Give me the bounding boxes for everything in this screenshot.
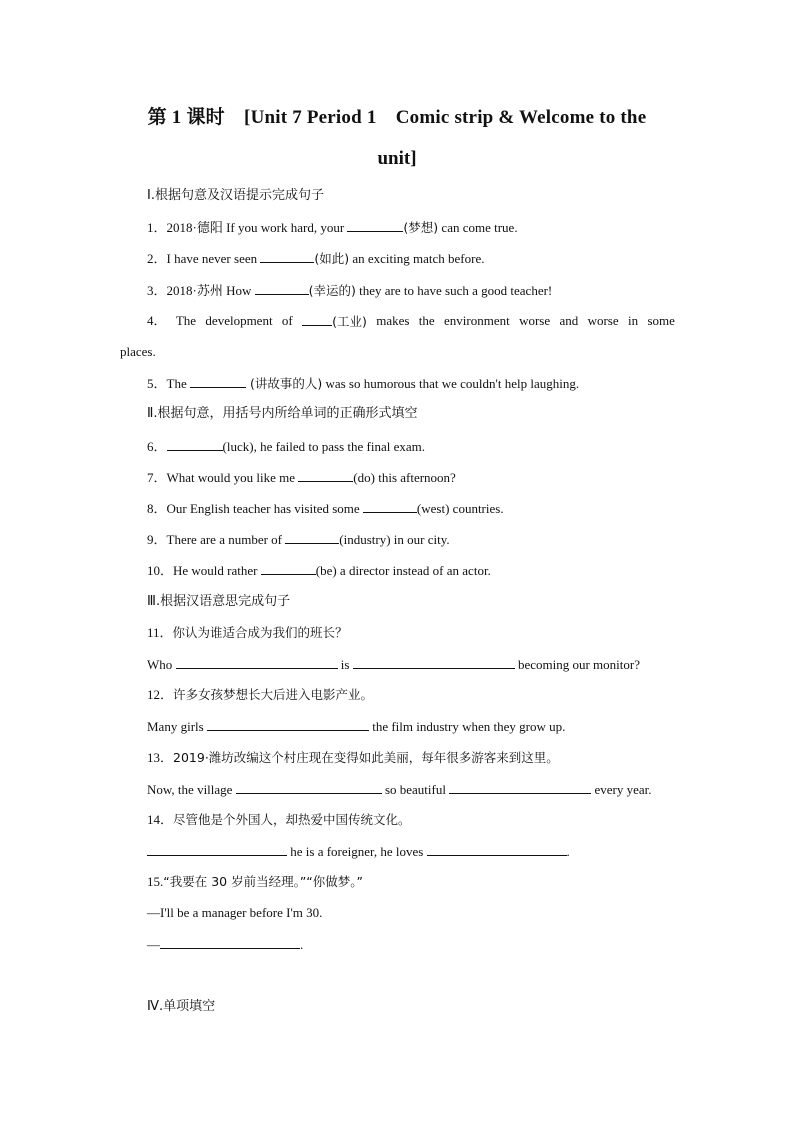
question-word: The [175, 313, 197, 328]
question-text: the film industry when they grow up. [368, 719, 566, 734]
answer-blank[interactable] [298, 468, 353, 482]
question-word: in [627, 313, 639, 328]
page-title-continued: unit] [377, 148, 417, 169]
question-number: 3． [147, 283, 167, 298]
question-number: 6． [147, 439, 167, 454]
question-14-answer [147, 842, 570, 861]
answer-blank[interactable] [167, 437, 223, 451]
question-word: makes [376, 313, 410, 328]
answer-blank[interactable] [285, 530, 339, 544]
question-text: becoming our monitor? [514, 657, 640, 672]
dash: — [147, 937, 160, 952]
question-13-answer [147, 780, 652, 799]
hint-text: (industry) [339, 532, 391, 547]
question-number: 9． [147, 532, 167, 547]
question-text: can come true. [438, 220, 518, 235]
question-number: 1． [147, 220, 167, 235]
answer-blank[interactable] [261, 561, 316, 575]
question-text: in our city. [390, 532, 450, 547]
answer-blank[interactable] [160, 935, 300, 949]
question-15-prompt [147, 873, 363, 891]
section-3-heading: Ⅲ.根据汉语意思完成句子 [147, 594, 291, 609]
question-word: worse [587, 313, 619, 328]
hint-text: (luck) [222, 439, 254, 454]
question-6 [147, 437, 425, 456]
answer-blank[interactable] [147, 842, 287, 856]
question-8 [147, 499, 504, 518]
question-text: a director instead of an actor. [336, 563, 491, 578]
question-word: and [559, 313, 579, 328]
question-11-prompt [147, 624, 348, 642]
question-number: 15. [147, 874, 164, 889]
question-number: 5． [147, 376, 167, 391]
question-number: 12． [147, 687, 174, 702]
question-11-answer [147, 655, 640, 674]
question-text: he is a foreigner, he loves [287, 844, 427, 859]
question-text: is [337, 657, 353, 672]
chinese-prompt: 许多女孩梦想长大后进入电影产业。 [173, 687, 374, 702]
question-15-answer [147, 935, 303, 954]
answer-blank[interactable] [176, 655, 338, 669]
answer-blank[interactable] [260, 249, 314, 263]
question-number: 10． [147, 563, 174, 578]
chinese-prompt: “我要在 30 岁前当经理。”“你做梦。” [163, 874, 364, 889]
question-text: Many girls [147, 719, 207, 734]
question-text: they are to have such a good teacher! [355, 283, 553, 298]
question-text: an exciting match before. [349, 251, 485, 266]
question-text: was so humorous that we couldn't help laughing. [322, 376, 580, 391]
question-text: 2018·苏州 How [166, 283, 255, 298]
question-text: every year. [591, 782, 652, 797]
question-word: the [418, 313, 435, 328]
question-text: I have never seen [166, 251, 261, 266]
answer-blank[interactable] [363, 499, 417, 513]
question-text: He would rather [173, 563, 261, 578]
question-4 [147, 312, 675, 331]
question-1 [147, 218, 518, 237]
section-4-heading: Ⅳ.单项填空 [147, 999, 216, 1014]
question-word: some [647, 313, 675, 328]
question-text: Who [147, 657, 176, 672]
question-12-prompt [147, 686, 373, 704]
question-12-answer [147, 717, 565, 736]
question-number: 11． [147, 625, 173, 640]
question-text: , he failed to pass the final exam. [253, 439, 426, 454]
question-word: of [281, 313, 293, 328]
hint-text: (梦想) [403, 220, 439, 235]
hint-text: (讲故事的人) [245, 376, 323, 391]
question-number: 4． [147, 313, 167, 328]
answer-blank[interactable] [353, 655, 515, 669]
question-text: 2018·德阳 If you work hard, your [166, 220, 348, 235]
chinese-prompt: 2019·潍坊改编这个村庄现在变得如此美丽，每年很多游客来到这里。 [173, 750, 559, 765]
question-13-prompt [147, 749, 559, 767]
page-title: 第 1 课时 [Unit 7 Period 1 Comic strip & Welcome to the [147, 107, 647, 128]
answer-blank[interactable] [255, 281, 309, 295]
question-number: 14． [147, 812, 174, 827]
hint-text: (幸运的) [308, 283, 356, 298]
hint-text: (do) [353, 470, 375, 485]
question-word: environment [444, 313, 510, 328]
question-text: . [300, 937, 304, 952]
question-text: The [166, 376, 190, 391]
question-9 [147, 530, 450, 549]
question-14-prompt [147, 811, 411, 829]
answer-blank[interactable] [347, 218, 403, 232]
question-word: development [205, 313, 273, 328]
hint-text: (如此) [314, 251, 350, 266]
answer-blank[interactable] [302, 312, 332, 326]
hint-text: (west) [416, 501, 450, 516]
question-text: . [566, 844, 570, 859]
chinese-prompt: 尽管他是个外国人，却热爱中国传统文化。 [173, 812, 411, 827]
question-text: this afternoon? [374, 470, 456, 485]
section-2-heading: Ⅱ.根据句意，用括号内所给单词的正确形式填空 [147, 406, 418, 421]
answer-blank[interactable] [236, 780, 382, 794]
hint-text: (be) [315, 563, 337, 578]
question-number: 8． [147, 501, 167, 516]
question-word: worse [519, 313, 551, 328]
question-text: Our English teacher has visited some [166, 501, 363, 516]
hint-text: (工业) [332, 314, 367, 329]
question-text: countries. [449, 501, 504, 516]
question-5 [147, 374, 579, 393]
question-15-line1: —I'll be a manager before I'm 30. [147, 905, 323, 920]
question-text: There are a number of [166, 532, 286, 547]
question-2 [147, 249, 484, 268]
answer-blank[interactable] [427, 842, 567, 856]
question-7 [147, 468, 456, 487]
question-10 [147, 561, 491, 580]
question-number: 7． [147, 470, 167, 485]
question-4-continued: places. [120, 344, 156, 359]
question-number: 2． [147, 251, 167, 266]
chinese-prompt: 你认为谁适合成为我们的班长？ [172, 625, 348, 640]
section-1-heading: Ⅰ.根据句意及汉语提示完成句子 [147, 188, 324, 203]
question-3 [147, 281, 552, 300]
question-number: 13． [147, 750, 174, 765]
question-text: so beautiful [381, 782, 450, 797]
question-text: What would you like me [166, 470, 299, 485]
question-text: Now, the village [147, 782, 236, 797]
answer-blank[interactable] [449, 780, 591, 794]
answer-blank[interactable] [190, 374, 246, 388]
answer-blank[interactable] [207, 717, 369, 731]
